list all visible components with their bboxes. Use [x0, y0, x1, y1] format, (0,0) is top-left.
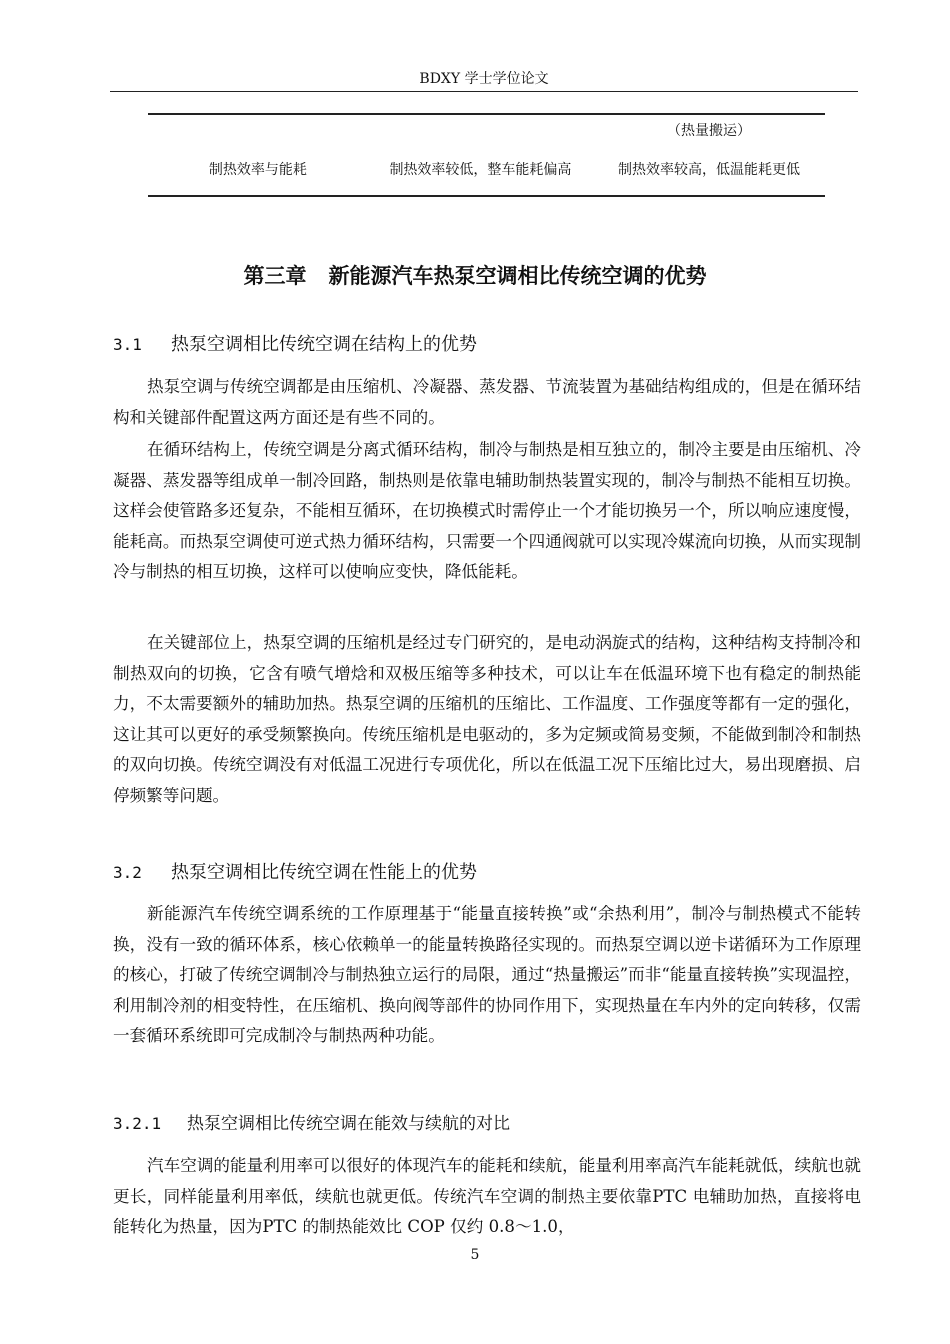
- page-number: 5: [470, 1247, 480, 1263]
- subsection-title: 热泵空调相比传统空调在能效与续航的对比: [187, 1114, 510, 1134]
- paragraph: 在关键部位上，热泵空调的压缩机是经过专门研究的，是电动涡旋式的结构，这种结构支持制冷和制热双向的切换，它含有喷气增焓和双极压缩等多种技术，可以让车在低温环境下也有稳定的制热能力，不太需要额外的辅助加热。热泵空调的压缩机的压缩比、工作温度、工作强度等都有一定的强化，这让其可以更好的承受频繁换向。传统压缩机是电驱动的，多为定频或简易变频，不能做到制冷和制热的双向切换。传统空调没有对低温工况进行专项优化，所以在低温工况下压缩比过大，易出现磨损、启停频繁等问题。: [113, 633, 861, 805]
- paragraph: 汽车空调的能量利用率可以很好的体现汽车的能耗和续航，能量利用率高汽车能耗就低，续航也就更长，同样能量利用率低，续航也就更低。传统汽车空调的制热主要依靠PTC 电辅助加热，直接将电能转化为热量，因为PTC 的制热能效比 COP 仅约 0.8～1.0，: [113, 1156, 861, 1236]
- table-cell-traditional: 制热效率较低，整车能耗偏高: [368, 145, 593, 196]
- table-cell: [368, 114, 593, 145]
- section-heading-3-2: [113, 861, 477, 885]
- section-number: 3.2: [113, 863, 142, 882]
- table-cell-heat-pump: 制热效率较高，低温能耗更低: [593, 145, 825, 196]
- comparison-table-continued: [148, 113, 825, 197]
- chapter-title: [0, 262, 950, 290]
- section-heading-3-1: [113, 333, 477, 357]
- chapter-name: 新能源汽车热泵空调相比传统空调的优势: [328, 264, 707, 288]
- paragraph: 在循环结构上，传统空调是分离式循环结构，制冷与制热是相互独立的，制冷主要是由压缩机、冷凝器、蒸发器等组成单一制冷回路，制热则是依靠电辅助制热装置实现的，制冷与制热不能相互切换。这样会使管路多还复杂，不能相互循环，在切换模式时需停止一个才能切换另一个，所以响应速度慢，能耗高。而热泵空调使可逆式热力循环结构，只需要一个四通阀就可以实现冷媒流向切换，从而实现制冷与制热的相互切换，这样可以使响应变快，降低能耗。: [113, 440, 861, 581]
- table-cell-continued: （热量搬运）: [593, 114, 825, 145]
- section-title: 热泵空调相比传统空调在性能上的优势: [171, 862, 477, 883]
- subsection-number: 3.2.1: [113, 1114, 162, 1133]
- paragraph: 新能源汽车传统空调系统的工作原理基于“能量直接转换”或“余热利用”，制冷与制热模式不能转换，没有一致的循环体系，核心依赖单一的能量转换路径实现的。而热泵空调以逆卡诺循环为工作原理的核心，打破了传统空调制冷与制热独立运行的局限，通过“热量搬运”而非“能量直接转换”实现温控，利用制冷剂的相变特性，在压缩机、换向阀等部件的协同作用下，实现热量在车内外的定向转移，仅需一套循环系统即可完成制冷与制热两种功能。: [113, 904, 861, 1045]
- table-cell: [148, 114, 368, 145]
- table-row: [148, 145, 825, 196]
- subsection-heading-3-2-1: [113, 1112, 510, 1136]
- chapter-number: 第三章: [243, 264, 307, 288]
- table-row: [148, 114, 825, 145]
- section-number: 3.1: [113, 335, 142, 354]
- paragraph: 热泵空调与传统空调都是由压缩机、冷凝器、蒸发器、节流装置为基础结构组成的，但是在循环结构和关键部件配置这两方面还是有些不同的。: [113, 377, 861, 427]
- section-title: 热泵空调相比传统空调在结构上的优势: [171, 334, 477, 355]
- page-header: BDXY 学士学位论文: [110, 70, 858, 92]
- table-row-label: 制热效率与能耗: [148, 145, 368, 196]
